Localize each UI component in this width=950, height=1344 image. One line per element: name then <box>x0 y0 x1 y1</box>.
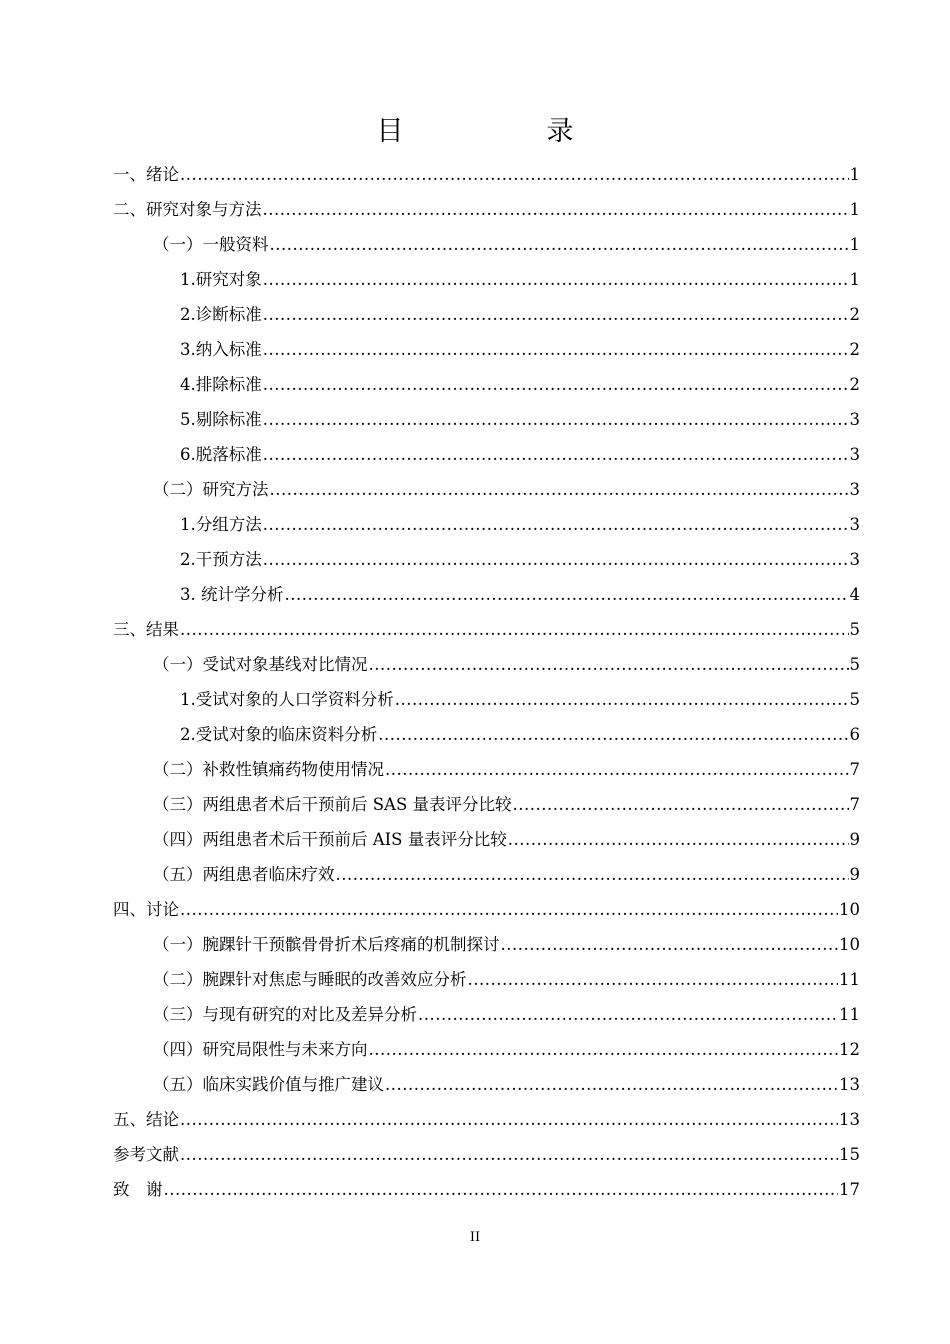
toc-entry-title: 1.受试对象的人口学资料分析 <box>180 690 394 709</box>
toc-entry-title: （一）受试对象基线对比情况 <box>153 655 368 674</box>
toc-leader-dots <box>180 157 849 192</box>
toc-entry-page: 3 <box>849 410 860 429</box>
toc-entry[interactable] <box>113 367 860 402</box>
toc-leader-dots <box>270 227 849 262</box>
toc-leader-dots <box>418 997 838 1032</box>
toc-entry[interactable] <box>113 752 860 787</box>
toc-entry-title: 2.受试对象的临床资料分析 <box>180 725 378 744</box>
toc-leader-dots <box>270 472 849 507</box>
toc-entry[interactable] <box>113 1137 860 1172</box>
toc-leader-dots <box>180 892 838 927</box>
toc-entry[interactable] <box>113 1102 860 1137</box>
toc-leader-dots <box>468 962 839 997</box>
toc-entry-title: （二）研究方法 <box>153 480 269 499</box>
toc-entry-page: 17 <box>839 1180 860 1199</box>
toc-entry-page: 3 <box>849 515 860 534</box>
toc-entry-title: 2.诊断标准 <box>180 305 262 324</box>
toc-entry[interactable] <box>113 962 860 997</box>
toc-entry[interactable] <box>113 157 860 192</box>
toc-entry-title: 致 谢 <box>113 1180 163 1199</box>
toc-leader-dots <box>369 647 849 682</box>
toc-entry-page: 7 <box>849 760 860 779</box>
toc-entry-page: 3 <box>849 480 860 499</box>
toc-entry[interactable] <box>113 542 860 577</box>
toc-entry-page: 13 <box>839 1110 860 1129</box>
toc-leader-dots <box>369 1032 839 1067</box>
toc-entry[interactable] <box>113 402 860 437</box>
toc-leader-dots <box>501 927 839 962</box>
toc-entry[interactable] <box>113 1032 860 1067</box>
toc-entry[interactable] <box>113 297 860 332</box>
toc-leader-dots <box>263 192 849 227</box>
toc-entry-page: 13 <box>839 1075 860 1094</box>
page-number: II <box>469 1230 481 1245</box>
toc-entry[interactable] <box>113 717 860 752</box>
toc-entry-title: 3. 统计学分析 <box>180 585 284 604</box>
toc-entry[interactable] <box>113 892 860 927</box>
toc-leader-dots <box>263 437 849 472</box>
toc-entry-page: 5 <box>849 690 860 709</box>
toc-entry-page: 4 <box>849 585 860 604</box>
toc-entry-title: 1.研究对象 <box>180 270 262 289</box>
toc-entry-title: 五、结论 <box>113 1110 179 1129</box>
toc-entry[interactable] <box>113 507 860 542</box>
toc-entry[interactable] <box>113 1172 860 1207</box>
toc-leader-dots <box>378 717 848 752</box>
toc-entry[interactable] <box>113 612 860 647</box>
toc-leader-dots <box>263 297 849 332</box>
toc-leader-dots <box>263 507 849 542</box>
toc-leader-dots <box>263 332 849 367</box>
toc-leader-dots <box>263 542 849 577</box>
toc-entry-title: （五）临床实践价值与推广建议 <box>153 1075 384 1094</box>
toc-leader-dots <box>180 612 849 647</box>
toc-entry-page: 10 <box>839 900 860 919</box>
toc-leader-dots <box>164 1172 839 1207</box>
toc-entry-page: 1 <box>849 235 860 254</box>
toc-entry[interactable] <box>113 577 860 612</box>
toc-entry-title: （四）研究局限性与未来方向 <box>153 1040 368 1059</box>
toc-entry-title: （二）补救性镇痛药物使用情况 <box>153 760 384 779</box>
toc-leader-dots <box>180 1102 838 1137</box>
toc-entry-page: 7 <box>849 795 860 814</box>
toc-entry[interactable] <box>113 262 860 297</box>
toc-leader-dots <box>385 1067 838 1102</box>
toc-entry-page: 1 <box>849 270 860 289</box>
toc-entry-title: 一、绪论 <box>113 165 179 184</box>
toc-entry-title: 6.脱落标准 <box>180 445 262 464</box>
toc-entry-title: 四、讨论 <box>113 900 179 919</box>
toc-entry-page: 10 <box>839 935 860 954</box>
toc-leader-dots <box>180 1137 838 1172</box>
toc-entry-page: 6 <box>849 725 860 744</box>
toc-entry[interactable] <box>113 1067 860 1102</box>
toc-leader-dots <box>336 857 849 892</box>
toc-entry-page: 9 <box>849 865 860 884</box>
toc-entry[interactable] <box>113 472 860 507</box>
toc-entry-title: （一）一般资料 <box>153 235 269 254</box>
table-of-contents <box>113 157 860 1207</box>
toc-entry-page: 11 <box>839 970 860 989</box>
toc-entry[interactable] <box>113 647 860 682</box>
toc-entry-title: （三）两组患者术后干预前后 SAS 量表评分比较 <box>153 795 512 814</box>
toc-entry-title: 1.分组方法 <box>180 515 262 534</box>
toc-entry[interactable] <box>113 997 860 1032</box>
toc-leader-dots <box>508 822 849 857</box>
toc-entry-title: （五）两组患者临床疗效 <box>153 865 335 884</box>
toc-entry-page: 2 <box>849 375 860 394</box>
toc-entry-title: （二）腕踝针对焦虑与睡眠的改善效应分析 <box>153 970 467 989</box>
toc-entry-page: 9 <box>849 830 860 849</box>
toc-entry[interactable] <box>113 682 860 717</box>
toc-entry[interactable] <box>113 192 860 227</box>
toc-leader-dots <box>263 402 849 437</box>
toc-entry-title: 2.干预方法 <box>180 550 262 569</box>
toc-entry[interactable] <box>113 787 860 822</box>
toc-entry-page: 5 <box>849 620 860 639</box>
toc-leader-dots <box>513 787 849 822</box>
toc-entry-title: 三、结果 <box>113 620 179 639</box>
toc-entry[interactable] <box>113 857 860 892</box>
toc-entry[interactable] <box>113 227 860 262</box>
toc-entry-title: 3.纳入标准 <box>180 340 262 359</box>
toc-leader-dots <box>285 577 849 612</box>
toc-entry-title: 5.剔除标准 <box>180 410 262 429</box>
toc-entry-page: 3 <box>849 445 860 464</box>
toc-entry-page: 2 <box>849 305 860 324</box>
toc-entry[interactable] <box>113 822 860 857</box>
toc-entry-page: 5 <box>849 655 860 674</box>
toc-entry-page: 15 <box>839 1145 860 1164</box>
toc-entry[interactable] <box>113 332 860 367</box>
toc-entry-page: 1 <box>849 200 860 219</box>
toc-entry-page: 11 <box>839 1005 860 1024</box>
toc-leader-dots <box>385 752 849 787</box>
toc-entry[interactable] <box>113 927 860 962</box>
toc-entry-title: 4.排除标准 <box>180 375 262 394</box>
toc-entry-page: 12 <box>839 1040 860 1059</box>
toc-entry-page: 3 <box>849 550 860 569</box>
page-title: 目 录 <box>376 116 632 147</box>
toc-entry-title: （三）与现有研究的对比及差异分析 <box>153 1005 417 1024</box>
toc-entry-title: 二、研究对象与方法 <box>113 200 262 219</box>
toc-entry-title: （四）两组患者术后干预前后 AIS 量表评分比较 <box>153 830 507 849</box>
toc-entry-page: 1 <box>849 165 860 184</box>
toc-entry-page: 2 <box>849 340 860 359</box>
toc-entry-title: （一）腕踝针干预髌骨骨折术后疼痛的机制探讨 <box>153 935 500 954</box>
toc-leader-dots <box>263 367 849 402</box>
toc-leader-dots <box>395 682 849 717</box>
toc-entry-title: 参考文献 <box>113 1145 179 1164</box>
toc-entry[interactable] <box>113 437 860 472</box>
toc-leader-dots <box>263 262 849 297</box>
